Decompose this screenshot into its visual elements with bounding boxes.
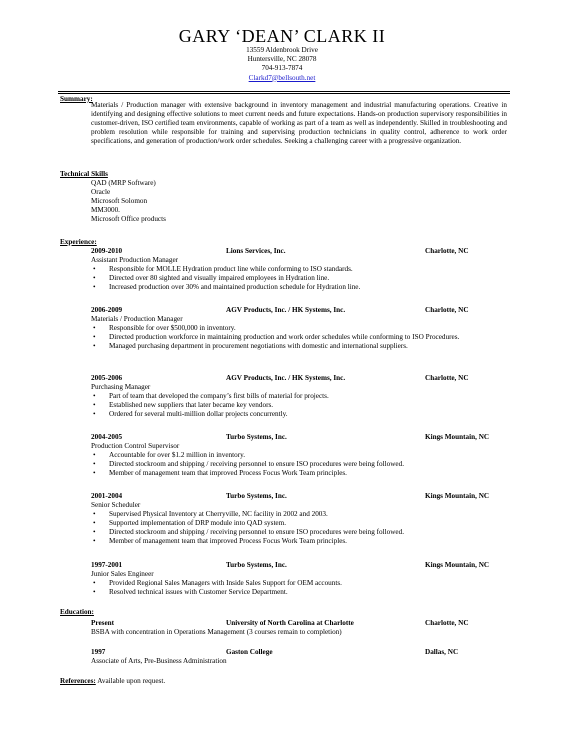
job-location: Kings Mountain, NC [425, 561, 490, 569]
edu-school: Gaston College [226, 648, 273, 656]
job-bullet: • Accountable for over $1.2 million in inventory. [93, 451, 246, 459]
skill-item: MM3000. [91, 206, 120, 214]
job-company: Turbo Systems, Inc. [226, 492, 287, 500]
references-heading: References: [60, 677, 96, 685]
job-bullets [91, 324, 511, 351]
job-location: Kings Mountain, NC [425, 492, 490, 500]
candidate-name: GARY ‘DEAN’ CLARK II [178, 26, 386, 46]
job-title: Production Control Supervisor [91, 442, 180, 450]
job-location: Charlotte, NC [425, 374, 469, 382]
job-title: Junior Sales Engineer [91, 570, 154, 578]
skill-item: Microsoft Solomon [91, 197, 148, 205]
edu-detail: BSBA with concentration in Operations Management (3 courses remain to completion) [91, 628, 342, 636]
job-company: AGV Products, Inc. / HK Systems, Inc. [226, 306, 346, 314]
job-location: Kings Mountain, NC [425, 433, 490, 441]
job-bullet: • Member of management team that improved Process Focus Work Team principles. [93, 537, 347, 545]
job-company: Lions Services, Inc. [226, 247, 286, 255]
job-bullet: • Established new suppliers that later became key vendors. [93, 401, 274, 409]
address-line-2: Huntersville, NC 28078 [247, 55, 317, 64]
education-heading: Education: [60, 608, 94, 616]
skill-item: Microsoft Office products [91, 215, 166, 223]
experience-heading: Experience: [60, 238, 97, 246]
job-years: 2004-2005 [91, 433, 123, 441]
job-bullet: • Directed stockroom and shipping / receiving personnel to ensure ISO procedures were being followed. [93, 460, 404, 468]
job-years: 1997-2001 [91, 561, 123, 569]
job-title: Senior Scheduler [91, 501, 141, 509]
job-entry [91, 561, 511, 597]
job-years: 2001-2004 [91, 492, 123, 500]
job-years: 2006-2009 [91, 306, 123, 314]
skills-heading: Technical Skills [60, 170, 108, 178]
job-entry [91, 374, 511, 419]
references-text: Available upon request. [97, 677, 166, 685]
edu-detail: Associate of Arts, Pre-Business Administration [91, 657, 227, 665]
job-bullet: • Ordered for several multi-million dollar projects concurrently. [93, 410, 288, 418]
job-bullet: • Directed over 80 sighted and visually impaired employees in Hydration line. [93, 274, 330, 282]
job-bullet: • Directed stockroom and shipping / receiving personnel to ensure ISO procedures were being followed. [93, 528, 404, 536]
job-bullet: • Part of team that developed the company’s first bills of material for projects. [93, 392, 329, 400]
resume-header [0, 26, 564, 83]
job-company: Turbo Systems, Inc. [226, 433, 287, 441]
job-entry [91, 306, 511, 351]
summary-heading: Summary: [60, 95, 93, 103]
job-bullet: • Directed production workforce in maintaining production and work order schedules while conforming to ISO Procedures. [93, 333, 460, 341]
job-bullets [91, 265, 511, 292]
edu-years: Present [91, 619, 115, 627]
job-years: 2009-2010 [91, 247, 123, 255]
job-bullets [91, 451, 511, 478]
job-bullets [91, 392, 511, 419]
skill-item: QAD (MRP Software) [91, 179, 156, 187]
education-entry [91, 648, 511, 666]
skill-item: Oracle [91, 188, 111, 196]
references-line [60, 677, 165, 686]
edu-location: Charlotte, NC [425, 619, 469, 627]
job-bullet: • Increased production over 30% and maintained production schedule for Hydration line. [93, 283, 361, 291]
edu-location: Dallas, NC [425, 648, 459, 656]
job-location: Charlotte, NC [425, 247, 469, 255]
job-bullet: • Supervised Physical Inventory at Cherryville, NC facility in 2002 and 2003. [93, 510, 328, 518]
summary-text: Materials / Production manager with extensive background in inventory management and industrial manufacturing operations. Creative in identifying and designing effective solutions to meet current needs and future expectations. Hands-on production supervisory responsibilities in customer-driven, ISO certified team environments, capable of working as part of a team as well as independently. Skilled in troubleshooting and problem resolution while responsible for training and supervising production technicians in quality control, adherence to work order specifications, and generation of production/work order schedules. Seeking a challenging career with a progressive organization. [91, 101, 507, 145]
job-bullet: • Member of management team that improved Process Focus Work Team principles. [93, 469, 347, 477]
job-title: Assistant Production Manager [91, 256, 179, 264]
job-bullets [91, 510, 511, 546]
education-entry [91, 619, 511, 637]
job-bullet: • Supported implementation of DRP module into QAD system. [93, 519, 287, 527]
edu-years: 1997 [91, 648, 106, 656]
edu-school: University of North Carolina at Charlotte [226, 619, 354, 627]
header-divider-2 [58, 93, 510, 94]
skills-list [91, 179, 166, 224]
header-divider [58, 91, 510, 92]
job-bullet: • Resolved technical issues with Customer Service Department. [93, 588, 288, 596]
job-entry [91, 492, 511, 546]
job-entry [91, 247, 511, 292]
job-years: 2005-2006 [91, 374, 123, 382]
job-bullet: • Provided Regional Sales Managers with Inside Sales Support for OEM accounts. [93, 579, 342, 587]
job-bullet: • Managed purchasing department in procurement negotiations with domestic and international suppliers. [93, 342, 408, 350]
job-company: AGV Products, Inc. / HK Systems, Inc. [226, 374, 346, 382]
job-bullet: • Responsible for MOLLE Hydration product line while conforming to ISO standards. [93, 265, 353, 273]
phone-number: 704-913-7874 [261, 64, 303, 73]
address-line-1: 13559 Aldenbrook Drive [246, 46, 318, 54]
job-company: Turbo Systems, Inc. [226, 561, 287, 569]
job-location: Charlotte, NC [425, 306, 469, 314]
job-title: Purchasing Manager [91, 383, 151, 391]
job-bullet: • Responsible for over $500,000 in inventory. [93, 324, 236, 332]
email-link[interactable]: Clarkd7@bellsouth.net [248, 73, 316, 82]
job-bullets [91, 579, 511, 597]
job-entry [91, 433, 511, 478]
job-title: Materials / Production Manager [91, 315, 183, 323]
